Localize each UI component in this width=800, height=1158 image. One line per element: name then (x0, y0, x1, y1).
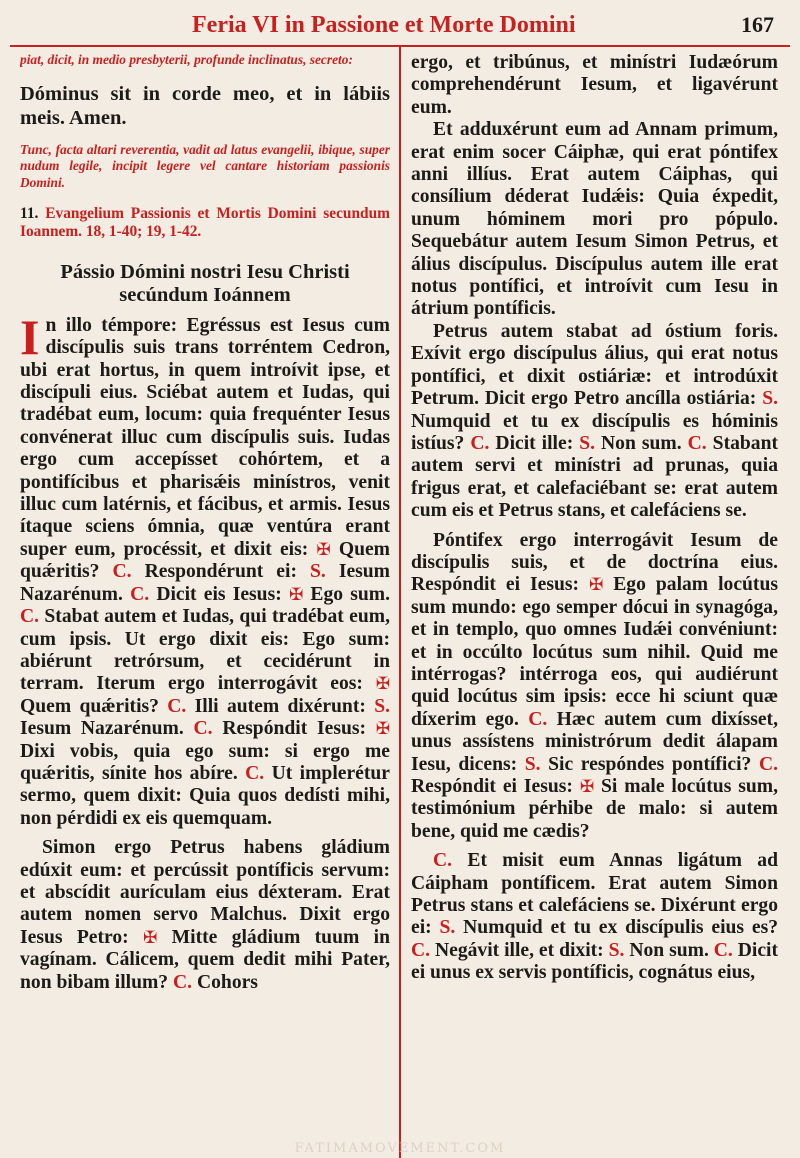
text-run: Dicit ei unus ex servis pontíficis, cognátus eius, (411, 939, 778, 984)
text-run: Dicit ille: (495, 432, 574, 454)
cross-icon: ✠ (579, 777, 595, 797)
text-run: Respóndit ei Iesus: (411, 776, 573, 797)
text-run: Simon ergo Petrus habens gládium edúxit eum: et percússit pontíficis servum: et abscídit aurículam eius déxteram. Erat autem nomen servo Malchus. Dixit ergo Iesus Petro: (20, 837, 390, 948)
right-column (411, 52, 778, 1158)
watermark: FATIMAMOVEMENT.COM (294, 1141, 506, 1156)
text-run: Hæc autem cum dixísset, unus assístens ministrórum dedit álapam Iesu, dicens: (411, 708, 778, 775)
text-run: Quem quǽritis? (20, 538, 390, 583)
synagoga-marker: S. (374, 695, 390, 717)
text-run: Cohors (196, 971, 258, 993)
text-run: Ego palam locútus sum mundo: ego semper dócui in synagóga, et in templo, quo omnes Iudǽi convéniunt: et in occúlto locútus sum nihil. Quid me intérrogas? intérroga eos, qui audiérunt quid locútus sim ipsis: ecce hi sciunt quæ díxerim ego. (411, 574, 778, 730)
rubric-text: piat, dicit, in medio presbyterii, profunde inclinatus, secreto: (20, 52, 353, 67)
text-run: Stabant autem servi et minístri ad prunas, quia frigus erat, et calefaciébant se: erat autem cum eis et Petrus stans, et calefáciens se. (411, 432, 778, 522)
text-run: Stabat autem et Iudas, qui tradébat eum, cum ipsis. Ut ergo dixit eis: Ego sum: abiérunt retrórsum, et cecidérunt in terram. Iterum ergo interrogávit eos: (20, 606, 390, 695)
text-run: Dixi vobis, quia ego sum: si ergo me quǽritis, sínite hos abíre. (20, 740, 390, 784)
chronista-marker: C. (112, 561, 132, 583)
synagoga-marker: S. (524, 753, 541, 775)
synagoga-marker: S. (762, 388, 778, 410)
chronista-marker: C. (130, 583, 150, 605)
chronista-marker: C. (470, 432, 490, 454)
text-run: Numquid et tu ex discípulis eius es? (463, 917, 778, 939)
text-run: Dicit eis Iesus: (156, 583, 282, 605)
text-run: Non sum. (629, 939, 709, 961)
text-run: Ego sum. (310, 583, 390, 605)
text-run: Iesum Nazarénum. (20, 561, 390, 605)
cross-icon: ✠ (143, 927, 158, 948)
text-run: Petrus autem stabat ad óstium foris. Exívit ergo discípulus álius, qui erat notus pontífici, et dixit ostiáriæ: et introdúxit Petrum. Dicit ergo Petro ancílla ostiária: (411, 320, 778, 410)
text-run: n illo témpore: Egréssus est Iesus cum discípulis suis trans torréntem Cedron, ubi erat hortus, in quem introívit ipse, et discípuli eius. Sciébat autem et Iudas, qui tradébat eum, locum: quia frequénter Iesus convénerat illuc cum discípulis suis. Iudas ergo cum accepísset cohórtem, et a pontifícibus et pharisǽis minístros, venit illuc cum latérnis, et fácibus, et armis. Iesus ítaque sciens ómnia, quæ ventúra erant super eum, procéssit, et dixit eis: (20, 314, 390, 560)
synagoga-marker: S. (608, 939, 625, 961)
chronista-marker: C. (173, 971, 193, 993)
gospel-reference: Evangelium Passionis et Mortis Domini secundum Ioannem. 18, 1-40; 19, 1-42. (20, 204, 390, 240)
chronista-marker: C. (433, 850, 453, 872)
chronista-marker: C. (713, 939, 733, 961)
text-run: Si male locútus sum, testimónium pérhibe de malo: si autem bene, quid me cædis? (411, 776, 778, 842)
text-run: Illi autem dixérunt: (194, 695, 366, 717)
text-run: Respondérunt ei: (144, 561, 297, 583)
gospel-heading (20, 205, 390, 241)
chronista-marker: C. (528, 708, 548, 730)
chronista-marker: C. (687, 432, 707, 454)
text-run: Póntifex ergo interrogávit Iesum de discípulis suis, et de doctrína eius. Respóndit ei Iesus: (411, 529, 778, 596)
page-header (0, 0, 800, 46)
chronista-marker: C. (20, 606, 40, 628)
cross-icon: ✠ (375, 719, 390, 740)
page-title: Feria VI in Passione et Morte Domini (192, 12, 576, 38)
synagoga-marker: S. (579, 432, 596, 454)
paragraph (411, 850, 778, 984)
text-run: Quem quǽritis? (20, 695, 159, 717)
chronista-marker: C. (167, 695, 187, 717)
chronista-marker: C. (245, 762, 265, 784)
section-number: 11. (20, 204, 39, 222)
passion-title-line: secúndum Ioánnem (119, 283, 291, 306)
paragraph (20, 837, 390, 994)
synagoga-marker: S. (439, 917, 456, 939)
text-run: Iesum Nazarénum. (20, 718, 184, 740)
passion-title (20, 261, 390, 307)
paragraph: Et adduxérunt eum ad Annam primum, erat enim socer Cáiphæ, qui erat póntifex anni illíus. Erat autem Cáiphas, qui consílium déderat Iudǽis: Quia éxpedit, unum hóminem mori pro pópulo. Sequebátur autem Iesum Simon Petrus, et álius discípulus. Discípulus autem ille erat notus pontífici, et introívit cum Iesu in átrium pontíficis. (411, 119, 778, 320)
paragraph (411, 321, 778, 523)
cross-icon: ✠ (288, 584, 304, 605)
text-run: Non sum. (601, 432, 682, 454)
text-run: Numquid et tu ex discípulis es hóminis istíus? (411, 410, 778, 454)
drop-cap: I (20, 308, 40, 365)
chronista-marker: C. (758, 753, 778, 775)
chronista-marker: C. (193, 718, 213, 740)
text-run: Ut implerétur sermo, quem dixit: Quia quos dedísti mihi, non pérdidi ex eis quemquam. (20, 762, 390, 829)
synagoga-marker: S. (310, 561, 326, 583)
prayer-text: Dóminus sit in corde meo, et in lábiis meis. Amen. (20, 83, 390, 130)
text-run: Respóndit Iesus: (222, 718, 366, 740)
text-run: Et misit eum Annas ligátum ad Cáipham pontíficem. Erat autem Simon Petrus stans et calefáciens se. Dixérunt ergo ei: (411, 850, 778, 939)
paragraph (411, 530, 778, 844)
text-run: Negávit ille, et dixit: (434, 939, 604, 961)
rubric-text: Tunc, facta altari reverentia, vadit ad latus evangelii, ibique, super nudum legile, incipit legere vel cantare historiam passionis Domini. (20, 142, 390, 190)
cross-icon: ✠ (589, 575, 604, 596)
column-divider (399, 47, 401, 1158)
passion-title-line: Pássio Dómini nostri Iesu Christi (60, 260, 350, 283)
paragraph (20, 308, 390, 830)
text-run: Sic respóndes pontífici? (548, 753, 752, 775)
chronista-marker: C. (411, 939, 431, 961)
cross-icon: ✠ (316, 539, 331, 560)
left-column (20, 52, 390, 1158)
page-number: 167 (741, 12, 774, 37)
text-run: Mitte gládium tuum in vagínam. Cálicem, quem dedit mihi Pater, non bibam illum? (20, 926, 390, 993)
paragraph: ergo, et tribúnus, et minístri Iudæórum comprehendérunt Iesum, et ligavérunt eum. (411, 52, 778, 118)
cross-icon: ✠ (375, 674, 390, 695)
